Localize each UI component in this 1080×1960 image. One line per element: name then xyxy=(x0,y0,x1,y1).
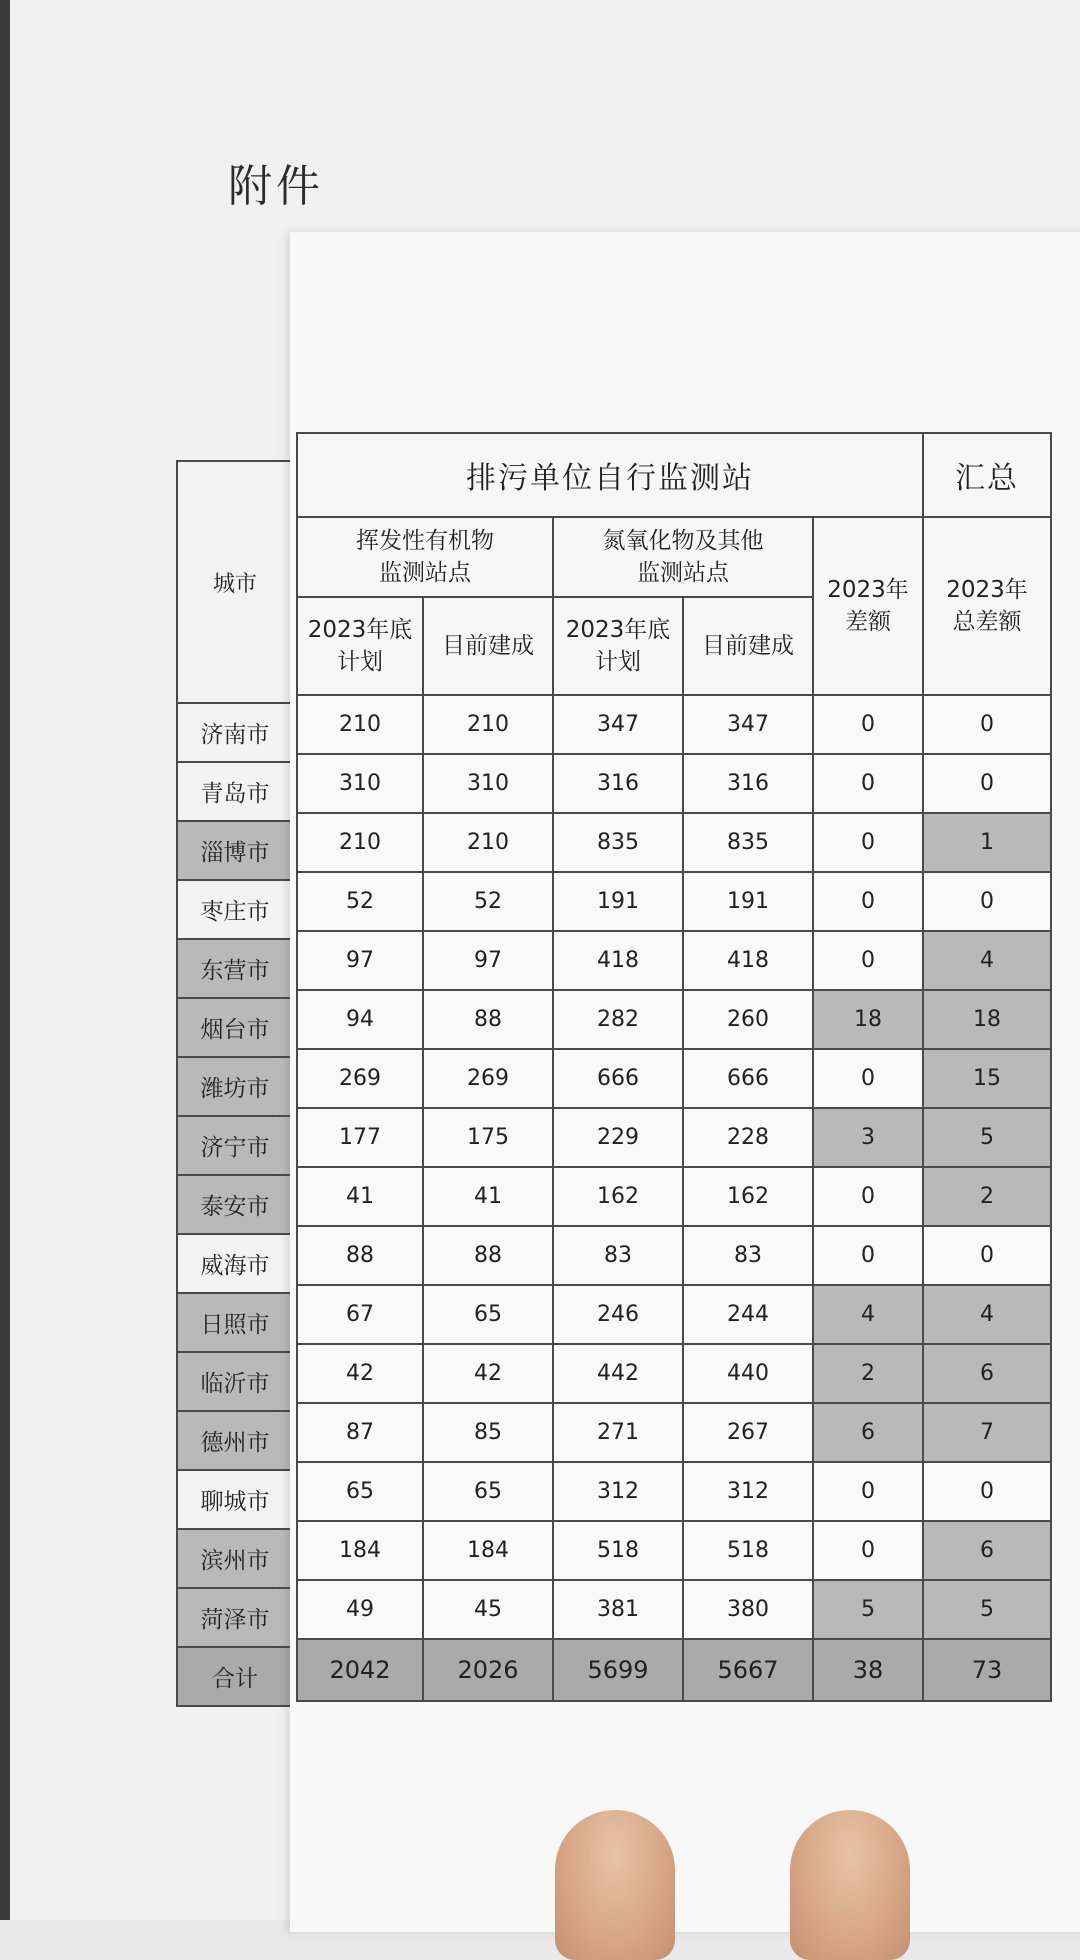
nox-plan-header: 2023年底 计划 xyxy=(553,597,683,695)
nox-built-cell: 260 xyxy=(683,990,813,1049)
finger-left xyxy=(555,1810,675,1960)
diff-cell: 4 xyxy=(813,1285,923,1344)
voc-plan-cell: 88 xyxy=(297,1226,423,1285)
voc-plan-cell: 65 xyxy=(297,1462,423,1521)
voc-built-cell: 85 xyxy=(423,1403,553,1462)
voc-built-header: 目前建成 xyxy=(423,597,553,695)
voc-built-cell: 184 xyxy=(423,1521,553,1580)
nox-built-cell: 518 xyxy=(683,1521,813,1580)
voc-built-cell: 45 xyxy=(423,1580,553,1639)
table-row xyxy=(297,931,1051,990)
city-cell: 淄博市 xyxy=(177,821,293,880)
city-cell: 菏泽市 xyxy=(177,1588,293,1647)
nox-built-cell: 244 xyxy=(683,1285,813,1344)
voc-plan-cell: 97 xyxy=(297,931,423,990)
voc-built-cell: 97 xyxy=(423,931,553,990)
diff-cell: 2 xyxy=(813,1344,923,1403)
diff-cell: 0 xyxy=(813,931,923,990)
voc-built-cell: 65 xyxy=(423,1462,553,1521)
table-row xyxy=(297,1167,1051,1226)
diff-cell: 0 xyxy=(813,872,923,931)
voc-built-cell: 52 xyxy=(423,872,553,931)
finger-right xyxy=(790,1810,910,1960)
table-row xyxy=(297,1285,1051,1344)
voc-plan-cell: 177 xyxy=(297,1108,423,1167)
total-voc-plan-cell: 2042 xyxy=(297,1639,423,1701)
city-cell: 济南市 xyxy=(177,703,293,762)
table-row xyxy=(297,990,1051,1049)
city-cell: 威海市 xyxy=(177,1234,293,1293)
table-row xyxy=(297,1580,1051,1639)
voc-plan-cell: 269 xyxy=(297,1049,423,1108)
nox-built-cell: 347 xyxy=(683,695,813,754)
nox-built-cell: 83 xyxy=(683,1226,813,1285)
voc-built-cell: 42 xyxy=(423,1344,553,1403)
total-diff-cell: 4 xyxy=(923,1285,1051,1344)
diff-cell: 0 xyxy=(813,695,923,754)
voc-plan-cell: 94 xyxy=(297,990,423,1049)
voc-built-cell: 41 xyxy=(423,1167,553,1226)
summary-title: 汇总 xyxy=(923,433,1051,517)
nox-built-cell: 228 xyxy=(683,1108,813,1167)
voc-plan-header: 2023年底 计划 xyxy=(297,597,423,695)
diff-cell: 0 xyxy=(813,754,923,813)
diff-cell: 6 xyxy=(813,1403,923,1462)
diff-cell: 0 xyxy=(813,1049,923,1108)
attachment-heading: 附件 xyxy=(228,161,324,212)
monitoring-station-table xyxy=(296,432,1052,1702)
diff-header: 2023年 差额 xyxy=(813,517,923,695)
total-diff-cell: 18 xyxy=(923,990,1051,1049)
nox-plan-cell: 418 xyxy=(553,931,683,990)
city-cell: 德州市 xyxy=(177,1411,293,1470)
photo-dark-edge xyxy=(0,0,10,1920)
total-diff-cell: 0 xyxy=(923,872,1051,931)
total-diff-cell: 5 xyxy=(923,1580,1051,1639)
nox-built-cell: 316 xyxy=(683,754,813,813)
voc-plan-cell: 42 xyxy=(297,1344,423,1403)
city-cell: 东营市 xyxy=(177,939,293,998)
diff-cell: 5 xyxy=(813,1580,923,1639)
city-cell: 滨州市 xyxy=(177,1529,293,1588)
nox-built-cell: 162 xyxy=(683,1167,813,1226)
nox-built-cell: 666 xyxy=(683,1049,813,1108)
total-diff-cell: 2 xyxy=(923,1167,1051,1226)
nox-plan-cell: 381 xyxy=(553,1580,683,1639)
city-cell: 青岛市 xyxy=(177,762,293,821)
nox-plan-cell: 191 xyxy=(553,872,683,931)
voc-group-header: 挥发性有机物 监测站点 xyxy=(297,517,553,597)
main-title: 排污单位自行监测站 xyxy=(297,433,923,517)
nox-plan-cell: 282 xyxy=(553,990,683,1049)
city-cell: 聊城市 xyxy=(177,1470,293,1529)
voc-built-cell: 310 xyxy=(423,754,553,813)
voc-built-cell: 175 xyxy=(423,1108,553,1167)
city-column-body xyxy=(177,703,293,1706)
total-diff-cell: 4 xyxy=(923,931,1051,990)
diff-cell: 0 xyxy=(813,813,923,872)
total-diff-cell: 15 xyxy=(923,1049,1051,1108)
nox-plan-cell: 316 xyxy=(553,754,683,813)
total-nox-built-cell: 5667 xyxy=(683,1639,813,1701)
nox-plan-cell: 271 xyxy=(553,1403,683,1462)
city-cell: 烟台市 xyxy=(177,998,293,1057)
voc-plan-cell: 67 xyxy=(297,1285,423,1344)
table-row xyxy=(297,1521,1051,1580)
voc-built-cell: 88 xyxy=(423,1226,553,1285)
total-diff-header: 2023年 总差额 xyxy=(923,517,1051,695)
voc-plan-cell: 52 xyxy=(297,872,423,931)
city-cell: 潍坊市 xyxy=(177,1057,293,1116)
total-diff-cell: 0 xyxy=(923,695,1051,754)
city-header: 城市 xyxy=(177,461,293,703)
total-row xyxy=(297,1639,1051,1701)
diff-cell: 0 xyxy=(813,1167,923,1226)
voc-plan-cell: 210 xyxy=(297,695,423,754)
nox-plan-cell: 83 xyxy=(553,1226,683,1285)
nox-built-cell: 835 xyxy=(683,813,813,872)
table-row xyxy=(297,813,1051,872)
city-cell: 临沂市 xyxy=(177,1352,293,1411)
total-diff-cell: 6 xyxy=(923,1521,1051,1580)
city-cell: 泰安市 xyxy=(177,1175,293,1234)
total-diff-cell: 0 xyxy=(923,754,1051,813)
city-cell: 枣庄市 xyxy=(177,880,293,939)
nox-plan-cell: 442 xyxy=(553,1344,683,1403)
nox-plan-cell: 518 xyxy=(553,1521,683,1580)
voc-built-cell: 88 xyxy=(423,990,553,1049)
voc-built-cell: 65 xyxy=(423,1285,553,1344)
diff-cell: 18 xyxy=(813,990,923,1049)
voc-built-cell: 210 xyxy=(423,695,553,754)
nox-plan-cell: 666 xyxy=(553,1049,683,1108)
table-row xyxy=(297,695,1051,754)
nox-built-cell: 191 xyxy=(683,872,813,931)
total-diff-cell: 38 xyxy=(813,1639,923,1701)
diff-cell: 0 xyxy=(813,1226,923,1285)
voc-built-cell: 269 xyxy=(423,1049,553,1108)
voc-plan-cell: 49 xyxy=(297,1580,423,1639)
voc-plan-cell: 310 xyxy=(297,754,423,813)
nox-plan-cell: 246 xyxy=(553,1285,683,1344)
nox-built-cell: 440 xyxy=(683,1344,813,1403)
total-diff-cell: 1 xyxy=(923,813,1051,872)
voc-plan-cell: 210 xyxy=(297,813,423,872)
nox-built-cell: 380 xyxy=(683,1580,813,1639)
nox-built-cell: 418 xyxy=(683,931,813,990)
total-label-cell: 合计 xyxy=(177,1647,293,1706)
diff-cell: 0 xyxy=(813,1521,923,1580)
nox-plan-cell: 229 xyxy=(553,1108,683,1167)
total-diff-cell: 0 xyxy=(923,1462,1051,1521)
table-row xyxy=(297,872,1051,931)
voc-plan-cell: 87 xyxy=(297,1403,423,1462)
total-diff-cell: 5 xyxy=(923,1108,1051,1167)
total-diff-cell: 7 xyxy=(923,1403,1051,1462)
total-diff-cell: 0 xyxy=(923,1226,1051,1285)
diff-cell: 0 xyxy=(813,1462,923,1521)
table-row xyxy=(297,754,1051,813)
voc-built-cell: 210 xyxy=(423,813,553,872)
nox-plan-cell: 835 xyxy=(553,813,683,872)
table-row xyxy=(297,1462,1051,1521)
city-cell: 济宁市 xyxy=(177,1116,293,1175)
nox-plan-cell: 347 xyxy=(553,695,683,754)
main-table-body xyxy=(297,695,1051,1701)
voc-plan-cell: 41 xyxy=(297,1167,423,1226)
nox-plan-cell: 312 xyxy=(553,1462,683,1521)
nox-built-cell: 267 xyxy=(683,1403,813,1462)
nox-built-header: 目前建成 xyxy=(683,597,813,695)
diff-cell: 3 xyxy=(813,1108,923,1167)
nox-group-header: 氮氧化物及其他 监测站点 xyxy=(553,517,813,597)
total-total-diff-cell: 73 xyxy=(923,1639,1051,1701)
total-voc-built-cell: 2026 xyxy=(423,1639,553,1701)
total-diff-cell: 6 xyxy=(923,1344,1051,1403)
table-row xyxy=(297,1049,1051,1108)
nox-built-cell: 312 xyxy=(683,1462,813,1521)
nox-plan-cell: 162 xyxy=(553,1167,683,1226)
table-row xyxy=(297,1403,1051,1462)
total-nox-plan-cell: 5699 xyxy=(553,1639,683,1701)
voc-plan-cell: 184 xyxy=(297,1521,423,1580)
table-row xyxy=(297,1226,1051,1285)
table-row xyxy=(297,1344,1051,1403)
city-column-table xyxy=(176,460,294,1707)
table-row xyxy=(297,1108,1051,1167)
city-cell: 日照市 xyxy=(177,1293,293,1352)
